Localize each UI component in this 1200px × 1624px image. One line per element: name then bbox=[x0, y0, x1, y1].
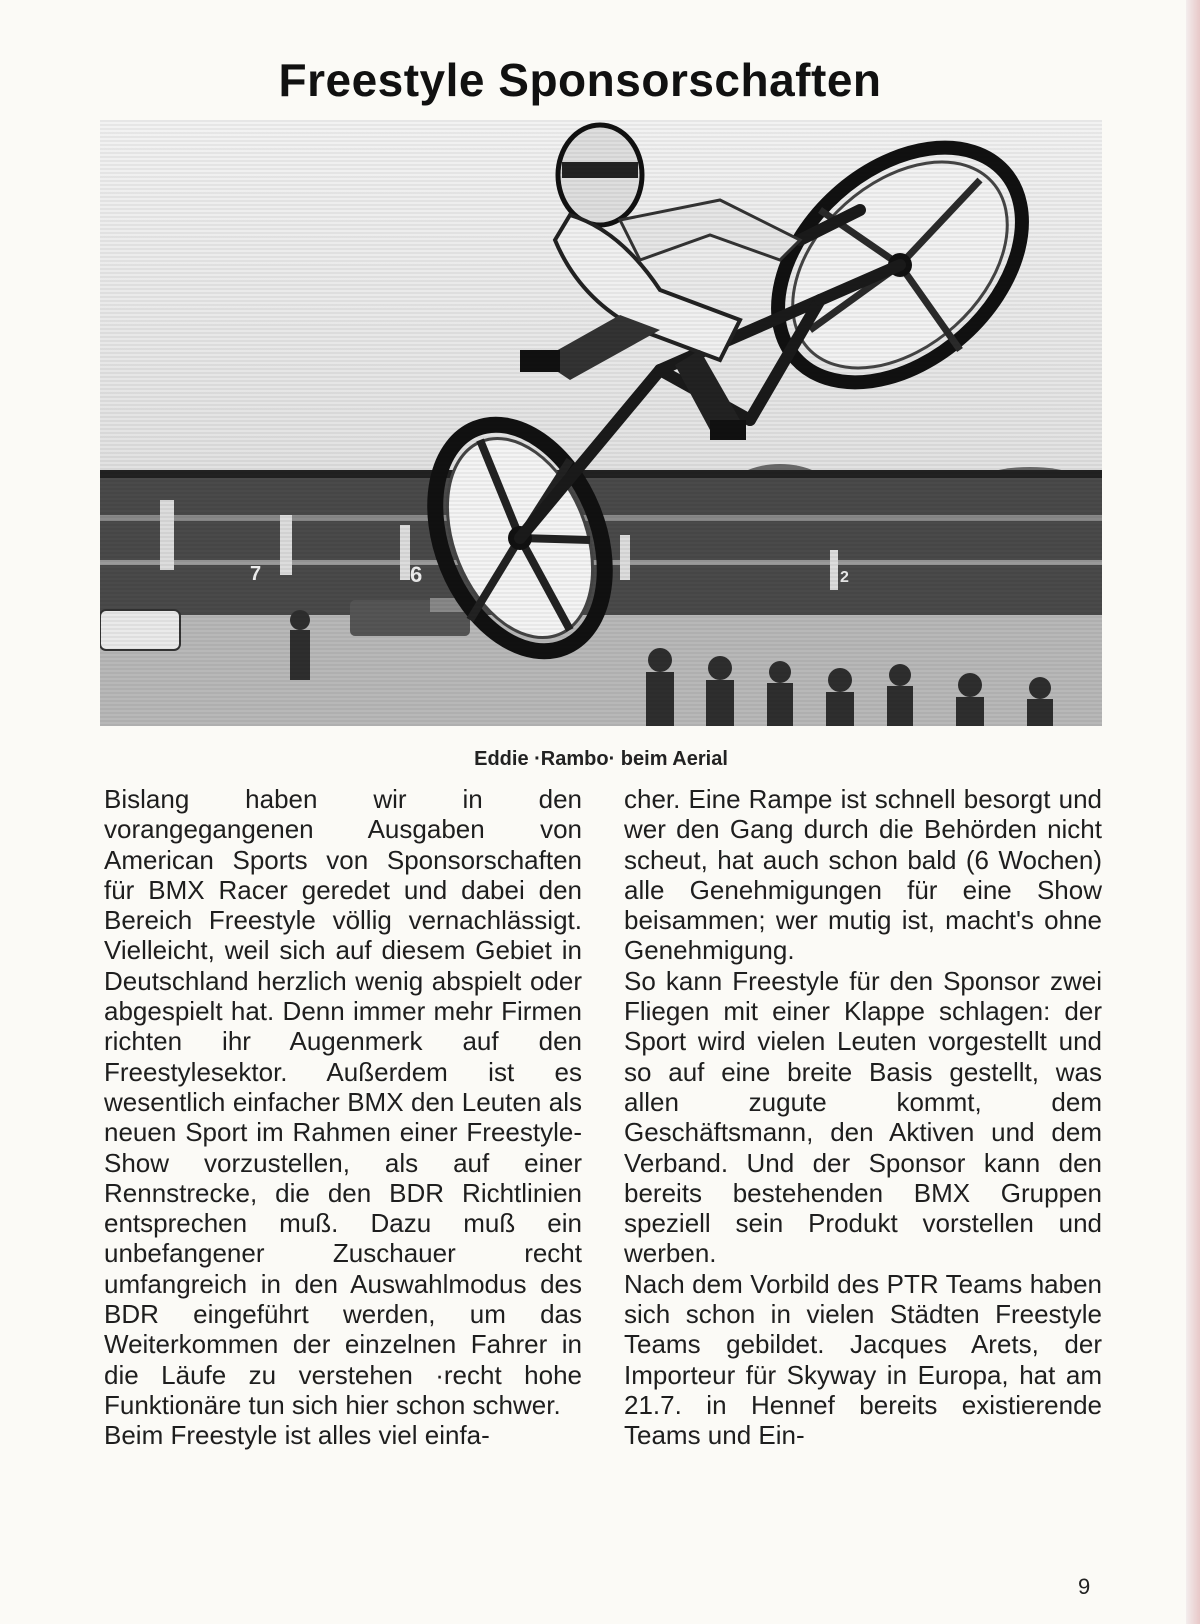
page-edge bbox=[1186, 0, 1200, 1624]
article-column-left bbox=[104, 784, 582, 1451]
paragraph: Beim Freestyle ist alles viel einfa- bbox=[104, 1420, 490, 1451]
paragraph: cher. Eine Rampe ist schnell besorgt und wer den Gang durch die Behörden nicht scheut, hat auch schon bald (6 Wochen) alle Genehmigungen für eine Show beisammen; wer mutig ist, macht's ohne Genehmigung. bbox=[624, 784, 1102, 966]
paragraph: So kann Freestyle für den Sponsor zwei Fliegen mit einer Klappe schlagen: der Sport wird vielen Leuten vorgestellt und so auf eine breite Basis gestellt, was allen zugute kommt, dem Geschäftsmann, den Aktiven und dem Verband. Und der Sponsor kann den bereits bestehenden BMX Gruppen speziell sein Produkt vorstellen und werben. bbox=[624, 965, 1102, 1269]
paragraph: Nach dem Vorbild des PTR Teams haben sich schon in vielen Städten Freestyle Teams gebildet. Jacques Arets, der Importeur für Skyway in Europa, hat am 21.7. in Hennef bereits existierende Teams und Ein- bbox=[624, 1268, 1102, 1451]
article-title: Freestyle Sponsorschaften bbox=[278, 53, 882, 106]
article-column-right bbox=[624, 784, 1102, 1451]
print-texture bbox=[100, 120, 1102, 726]
bmx-aerial-photo bbox=[100, 120, 1102, 726]
paragraph: Bislang haben wir in den vorangegangenen Ausgaben von American Sports von Sponsorschaften für BMX Racer geredet und dabei den Bereich Freestyle völlig vernachlässigt. Vielleicht, weil sich auf diesem Gebiet in Deutschland herzlich wenig abspielt oder abgespielt hat. Denn immer mehr Firmen richten ihr Augenmerk auf den Freestylesektor. Außerdem ist es wesentlich einfacher BMX den Leuten als neuen Sport im Rahmen einer Freestyle-Show vorzustellen, als auf einer Rennstrecke, die den BDR Richtlinien entsprechen muß. Dazu muß ein unbefangener Zuschauer recht umfangreich in den Auswahlmodus des BDR eingeführt werden, um das Weiterkommen der einzelnen Fahrer in die Läufe zu verstehen ·recht hohe Funktionäre tun sich hier schon schwer. bbox=[104, 784, 582, 1420]
photo-caption: Eddie ·Rambo· beim Aerial bbox=[474, 748, 728, 770]
page-number: 9 bbox=[1078, 1574, 1091, 1599]
photo-illustration bbox=[100, 120, 1102, 726]
